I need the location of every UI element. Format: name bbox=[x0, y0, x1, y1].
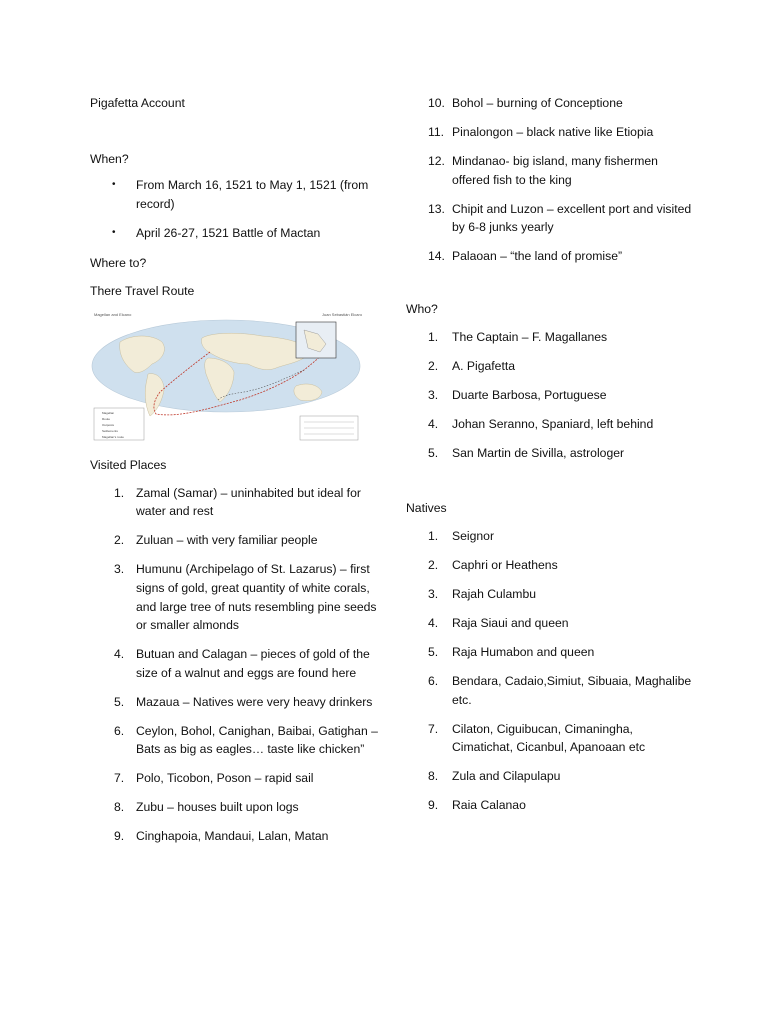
who-heading: Who? bbox=[406, 302, 438, 317]
list-item: 2. Zuluan – with very familiar people bbox=[114, 533, 318, 548]
list-item: 14. Palaoan – “the land of promise” bbox=[428, 249, 623, 264]
list-item: 7. Cilaton, Ciguibucan, Cimaningha, Cimatichat, Cicanbul, Apanoaan etc bbox=[428, 721, 646, 755]
list-item: 9. Cinghapoia, Mandaui, Lalan, Matan bbox=[114, 829, 329, 844]
list-item: 4. Johan Seranno, Spaniard, left behind bbox=[428, 417, 654, 432]
list-item: 1. Seignor bbox=[428, 529, 495, 544]
map-legend-item: Outposts bbox=[102, 422, 115, 427]
list-item: 4. Raja Siaui and queen bbox=[428, 615, 569, 630]
visited-heading: Visited Places bbox=[90, 457, 167, 472]
left-column bbox=[90, 94, 380, 856]
when-list bbox=[90, 176, 380, 243]
list-item: 6. Bendara, Cadaio,Simiut, Sibuaia, Maghalibe etc. bbox=[428, 673, 692, 707]
list-item: 2. Caphri or Heathens bbox=[428, 558, 558, 573]
when-heading: When? bbox=[90, 152, 129, 166]
list-item: 5. Mazaua – Natives were very heavy drinkers bbox=[114, 694, 373, 709]
natives-heading: Natives bbox=[406, 501, 447, 516]
list-item: 6. Ceylon, Bohol, Canighan, Baibai, Gatighan – Bats as big as eagles… taste like chicken” bbox=[114, 723, 378, 757]
list-item: 11. Pinalongon – black native like Etiopia bbox=[428, 124, 654, 139]
list-item: 10. Bohol – burning of Conceptione bbox=[428, 96, 623, 110]
list-item: 3. Rajah Culambu bbox=[428, 587, 537, 601]
list-item: 8. Zubu – houses built upon logs bbox=[114, 800, 299, 815]
visited-list bbox=[90, 484, 380, 846]
list-item: 2. A. Pigafetta bbox=[428, 359, 516, 374]
map-legend-item: Magellan's route bbox=[102, 434, 124, 439]
map-legend-item: Route bbox=[102, 416, 111, 421]
list-item: 13. Chipit and Luzon – excellent port and visited by 6-8 junks yearly bbox=[428, 201, 692, 235]
list-item: 1. Zamal (Samar) – uninhabited but ideal for water and rest bbox=[114, 485, 361, 519]
map-legend-item: Settlements bbox=[102, 428, 118, 433]
right-column bbox=[406, 94, 696, 825]
list-item: 3. Humunu (Archipelago of St. Lazarus) – first signs of gold, great quantity of white corals, and large tree of nuts resembling pine seeds or smaller almonds bbox=[114, 562, 377, 633]
map-header-left: Magellan and Elcano bbox=[94, 311, 132, 317]
list-item: 9. Raia Calanao bbox=[428, 798, 526, 813]
list-item: 5. Raja Humabon and queen bbox=[428, 644, 595, 659]
list-item: 12. Mindanao- big island, many fishermen offered fish to the king bbox=[428, 153, 658, 187]
list-item: 3. Duarte Barbosa, Portuguese bbox=[428, 388, 607, 403]
when-item: • From March 16, 1521 to May 1, 1521 (from record) bbox=[112, 178, 369, 211]
list-item: 4. Butuan and Calagan – pieces of gold of the size of a walnut and eggs are found here bbox=[114, 647, 370, 680]
list-item: 5. San Martin de Sivilla, astrologer bbox=[428, 446, 625, 461]
where-heading: Where to? bbox=[90, 255, 147, 270]
visited-list-continued bbox=[406, 94, 696, 266]
list-item: 7. Polo, Ticobon, Poson – rapid sail bbox=[114, 771, 314, 786]
route-heading: There Travel Route bbox=[90, 283, 195, 298]
world-map-image bbox=[90, 308, 362, 444]
bullet-icon: • bbox=[112, 227, 116, 239]
bullet-icon: • bbox=[112, 179, 116, 190]
map-legend-item: Magellan bbox=[102, 410, 115, 415]
document-title: Pigafetta Account bbox=[90, 96, 185, 110]
who-list bbox=[406, 328, 696, 463]
travel-route-map bbox=[90, 308, 362, 444]
map-header-right: Juan Sebastián Elcano bbox=[322, 311, 362, 317]
list-item: 1. The Captain – F. Magallanes bbox=[428, 330, 608, 345]
list-item: 8. Zula and Cilapulapu bbox=[428, 769, 561, 784]
natives-list bbox=[406, 527, 696, 815]
when-item: • April 26-27, 1521 Battle of Mactan bbox=[90, 224, 380, 243]
